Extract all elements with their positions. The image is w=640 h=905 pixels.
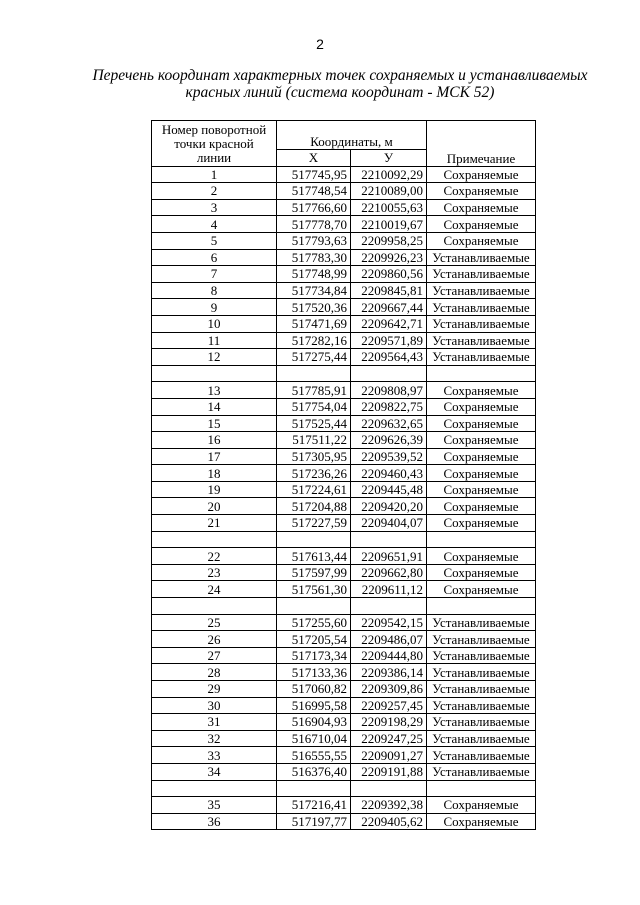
note-cell: Сохраняемые [427, 515, 536, 532]
note-cell: Устанавливаемые [427, 249, 536, 266]
header-y: У [351, 150, 427, 167]
note-cell: Сохраняемые [427, 432, 536, 449]
table-row [152, 730, 536, 747]
point-number-cell: 19 [152, 481, 277, 498]
note-cell: Сохраняемые [427, 448, 536, 465]
title-line-2: красных линий (система координат - МСК 52) [185, 84, 495, 101]
title-line-1: Перечень координат характерных точек сохраняемых и устанавливаемых [92, 67, 588, 84]
y-coordinate-cell: 2209626,39 [351, 432, 427, 449]
point-number-cell: 28 [152, 664, 277, 681]
point-number-cell: 12 [152, 349, 277, 366]
header-point-number-line-3: линии [196, 150, 232, 165]
note-cell: Устанавливаемые [427, 631, 536, 648]
table-row [152, 183, 536, 200]
table-row [152, 564, 536, 581]
table-row [152, 747, 536, 764]
x-coordinate-cell: 517745,95 [277, 166, 351, 183]
table-row [152, 581, 536, 598]
point-number-cell: 14 [152, 398, 277, 415]
point-number-cell: 5 [152, 232, 277, 249]
table-row [152, 697, 536, 714]
table-row [152, 647, 536, 664]
x-coordinate-cell: 517275,44 [277, 349, 351, 366]
point-number-cell: 13 [152, 382, 277, 399]
note-cell: Устанавливаемые [427, 614, 536, 631]
page-number: 2 [316, 36, 324, 52]
header-point-number-line-1: Номер поворотной [161, 122, 267, 137]
y-coordinate-cell: 2209404,07 [351, 515, 427, 532]
note-cell: Сохраняемые [427, 398, 536, 415]
x-coordinate-cell: 517748,54 [277, 183, 351, 200]
table-row [152, 166, 536, 183]
y-coordinate-cell: 2209542,15 [351, 614, 427, 631]
point-number-cell: 31 [152, 714, 277, 731]
note-cell: Сохраняемые [427, 382, 536, 399]
table-body [152, 166, 536, 830]
y-coordinate-cell: 2209445,48 [351, 481, 427, 498]
x-coordinate-cell: 517197,77 [277, 813, 351, 830]
y-coordinate-cell: 2209651,91 [351, 548, 427, 565]
y-coordinate-cell: 2209460,43 [351, 465, 427, 482]
x-coordinate-cell: 517305,95 [277, 448, 351, 465]
point-number-cell: 4 [152, 216, 277, 233]
point-number-cell: 17 [152, 448, 277, 465]
y-coordinate-cell: 2209309,86 [351, 681, 427, 698]
point-number-cell: 35 [152, 797, 277, 814]
point-number-cell: 2 [152, 183, 277, 200]
point-number-cell: 9 [152, 299, 277, 316]
note-cell: Устанавливаемые [427, 647, 536, 664]
point-number-cell [152, 531, 277, 548]
x-coordinate-cell: 517597,99 [277, 564, 351, 581]
x-coordinate-cell: 517236,26 [277, 465, 351, 482]
x-coordinate-cell: 516995,58 [277, 697, 351, 714]
point-number-cell: 8 [152, 282, 277, 299]
table-header [152, 121, 536, 167]
y-coordinate-cell: 2209860,56 [351, 266, 427, 283]
x-coordinate-cell: 517561,30 [277, 581, 351, 598]
x-coordinate-cell: 517783,30 [277, 249, 351, 266]
note-cell: Сохраняемые [427, 199, 536, 216]
x-coordinate-cell: 517778,70 [277, 216, 351, 233]
point-number-cell [152, 365, 277, 382]
point-number-cell: 27 [152, 647, 277, 664]
header-coordinates: Координаты, м [277, 121, 427, 150]
table-row [152, 448, 536, 465]
point-number-cell: 18 [152, 465, 277, 482]
x-coordinate-cell: 517282,16 [277, 332, 351, 349]
point-number-cell: 34 [152, 763, 277, 780]
note-cell: Сохраняемые [427, 813, 536, 830]
x-coordinate-cell: 517511,22 [277, 432, 351, 449]
point-number-cell [152, 780, 277, 797]
table-row [152, 282, 536, 299]
y-coordinate-cell: 2209420,20 [351, 498, 427, 515]
x-coordinate-cell: 517204,88 [277, 498, 351, 515]
table-row [152, 398, 536, 415]
x-coordinate-cell: 517227,59 [277, 515, 351, 532]
note-cell: Сохраняемые [427, 465, 536, 482]
table-row [152, 249, 536, 266]
y-coordinate-cell: 2209564,43 [351, 349, 427, 366]
table-row [152, 432, 536, 449]
y-coordinate-cell: 2209257,45 [351, 697, 427, 714]
note-cell: Устанавливаемые [427, 315, 536, 332]
point-number-cell: 11 [152, 332, 277, 349]
y-coordinate-cell [351, 780, 427, 797]
y-coordinate-cell [351, 598, 427, 615]
x-coordinate-cell: 516710,04 [277, 730, 351, 747]
note-cell: Сохраняемые [427, 166, 536, 183]
y-coordinate-cell: 2209386,14 [351, 664, 427, 681]
x-coordinate-cell: 517471,69 [277, 315, 351, 332]
x-coordinate-cell: 517255,60 [277, 614, 351, 631]
y-coordinate-cell: 2209247,25 [351, 730, 427, 747]
table-row [152, 382, 536, 399]
note-cell [427, 365, 536, 382]
note-cell: Сохраняемые [427, 481, 536, 498]
x-coordinate-cell: 517785,91 [277, 382, 351, 399]
point-number-cell: 3 [152, 199, 277, 216]
document-title [90, 67, 590, 101]
point-number-cell: 30 [152, 697, 277, 714]
table-row [152, 664, 536, 681]
table-row-spacer [152, 780, 536, 797]
table-row [152, 813, 536, 830]
table-row [152, 465, 536, 482]
x-coordinate-cell: 517613,44 [277, 548, 351, 565]
table-row-spacer [152, 365, 536, 382]
table-row [152, 797, 536, 814]
table-row [152, 498, 536, 515]
table-row [152, 763, 536, 780]
x-coordinate-cell: 517173,34 [277, 647, 351, 664]
note-cell: Сохраняемые [427, 498, 536, 515]
y-coordinate-cell: 2209198,29 [351, 714, 427, 731]
table-row [152, 681, 536, 698]
point-number-cell: 32 [152, 730, 277, 747]
note-cell: Устанавливаемые [427, 763, 536, 780]
note-cell: Устанавливаемые [427, 730, 536, 747]
point-number-cell: 23 [152, 564, 277, 581]
x-coordinate-cell [277, 365, 351, 382]
x-coordinate-cell: 517525,44 [277, 415, 351, 432]
y-coordinate-cell: 2209486,07 [351, 631, 427, 648]
table-row [152, 714, 536, 731]
note-cell: Сохраняемые [427, 548, 536, 565]
header-point-number-line-2: точки красной [174, 136, 254, 151]
y-coordinate-cell: 2209667,44 [351, 299, 427, 316]
x-coordinate-cell [277, 531, 351, 548]
table-row [152, 631, 536, 648]
point-number-cell: 15 [152, 415, 277, 432]
y-coordinate-cell: 2209822,75 [351, 398, 427, 415]
table-row [152, 216, 536, 233]
y-coordinate-cell: 2209539,52 [351, 448, 427, 465]
table-row-spacer [152, 531, 536, 548]
note-cell: Сохраняемые [427, 216, 536, 233]
table-row [152, 199, 536, 216]
point-number-cell: 36 [152, 813, 277, 830]
table-row [152, 332, 536, 349]
note-cell: Устанавливаемые [427, 332, 536, 349]
table-row [152, 614, 536, 631]
x-coordinate-cell: 517766,60 [277, 199, 351, 216]
note-cell: Устанавливаемые [427, 681, 536, 698]
table-row [152, 349, 536, 366]
coordinates-table [151, 120, 536, 830]
y-coordinate-cell: 2209611,12 [351, 581, 427, 598]
header-point-number [152, 121, 277, 167]
table-row [152, 232, 536, 249]
note-cell: Устанавливаемые [427, 747, 536, 764]
table-row [152, 299, 536, 316]
point-number-cell [152, 598, 277, 615]
note-cell: Сохраняемые [427, 581, 536, 598]
x-coordinate-cell: 517224,61 [277, 481, 351, 498]
x-coordinate-cell: 517520,36 [277, 299, 351, 316]
x-coordinate-cell: 517133,36 [277, 664, 351, 681]
table-row [152, 515, 536, 532]
point-number-cell: 1 [152, 166, 277, 183]
point-number-cell: 7 [152, 266, 277, 283]
point-number-cell: 20 [152, 498, 277, 515]
x-coordinate-cell: 517734,84 [277, 282, 351, 299]
point-number-cell: 16 [152, 432, 277, 449]
y-coordinate-cell: 2210055,63 [351, 199, 427, 216]
point-number-cell: 6 [152, 249, 277, 266]
table-row [152, 415, 536, 432]
y-coordinate-cell: 2209926,23 [351, 249, 427, 266]
table-row [152, 548, 536, 565]
note-cell: Сохраняемые [427, 797, 536, 814]
table-row [152, 315, 536, 332]
y-coordinate-cell: 2209632,65 [351, 415, 427, 432]
point-number-cell: 25 [152, 614, 277, 631]
table-row [152, 481, 536, 498]
y-coordinate-cell: 2210089,00 [351, 183, 427, 200]
x-coordinate-cell: 517793,63 [277, 232, 351, 249]
note-cell: Устанавливаемые [427, 299, 536, 316]
y-coordinate-cell: 2209191,88 [351, 763, 427, 780]
point-number-cell: 33 [152, 747, 277, 764]
note-cell: Устанавливаемые [427, 282, 536, 299]
note-cell: Устанавливаемые [427, 266, 536, 283]
y-coordinate-cell: 2209405,62 [351, 813, 427, 830]
point-number-cell: 21 [152, 515, 277, 532]
y-coordinate-cell [351, 365, 427, 382]
y-coordinate-cell: 2209091,27 [351, 747, 427, 764]
y-coordinate-cell: 2210019,67 [351, 216, 427, 233]
header-note: Примечание [427, 121, 536, 167]
y-coordinate-cell: 2209571,89 [351, 332, 427, 349]
x-coordinate-cell: 516555,55 [277, 747, 351, 764]
y-coordinate-cell: 2209845,81 [351, 282, 427, 299]
note-cell: Устанавливаемые [427, 697, 536, 714]
point-number-cell: 10 [152, 315, 277, 332]
y-coordinate-cell [351, 531, 427, 548]
note-cell: Устанавливаемые [427, 349, 536, 366]
x-coordinate-cell: 517060,82 [277, 681, 351, 698]
note-cell: Сохраняемые [427, 183, 536, 200]
note-cell [427, 531, 536, 548]
x-coordinate-cell: 516376,40 [277, 763, 351, 780]
point-number-cell: 29 [152, 681, 277, 698]
x-coordinate-cell: 517748,99 [277, 266, 351, 283]
note-cell: Сохраняемые [427, 415, 536, 432]
note-cell: Сохраняемые [427, 564, 536, 581]
y-coordinate-cell: 2209444,80 [351, 647, 427, 664]
x-coordinate-cell [277, 598, 351, 615]
note-cell [427, 780, 536, 797]
point-number-cell: 22 [152, 548, 277, 565]
y-coordinate-cell: 2209642,71 [351, 315, 427, 332]
note-cell [427, 598, 536, 615]
header-x: Х [277, 150, 351, 167]
x-coordinate-cell [277, 780, 351, 797]
y-coordinate-cell: 2209392,38 [351, 797, 427, 814]
note-cell: Сохраняемые [427, 232, 536, 249]
x-coordinate-cell: 517216,41 [277, 797, 351, 814]
y-coordinate-cell: 2210092,29 [351, 166, 427, 183]
x-coordinate-cell: 516904,93 [277, 714, 351, 731]
point-number-cell: 26 [152, 631, 277, 648]
y-coordinate-cell: 2209662,80 [351, 564, 427, 581]
point-number-cell: 24 [152, 581, 277, 598]
y-coordinate-cell: 2209808,97 [351, 382, 427, 399]
x-coordinate-cell: 517754,04 [277, 398, 351, 415]
table-row-spacer [152, 598, 536, 615]
table-row [152, 266, 536, 283]
y-coordinate-cell: 2209958,25 [351, 232, 427, 249]
note-cell: Устанавливаемые [427, 664, 536, 681]
x-coordinate-cell: 517205,54 [277, 631, 351, 648]
note-cell: Устанавливаемые [427, 714, 536, 731]
